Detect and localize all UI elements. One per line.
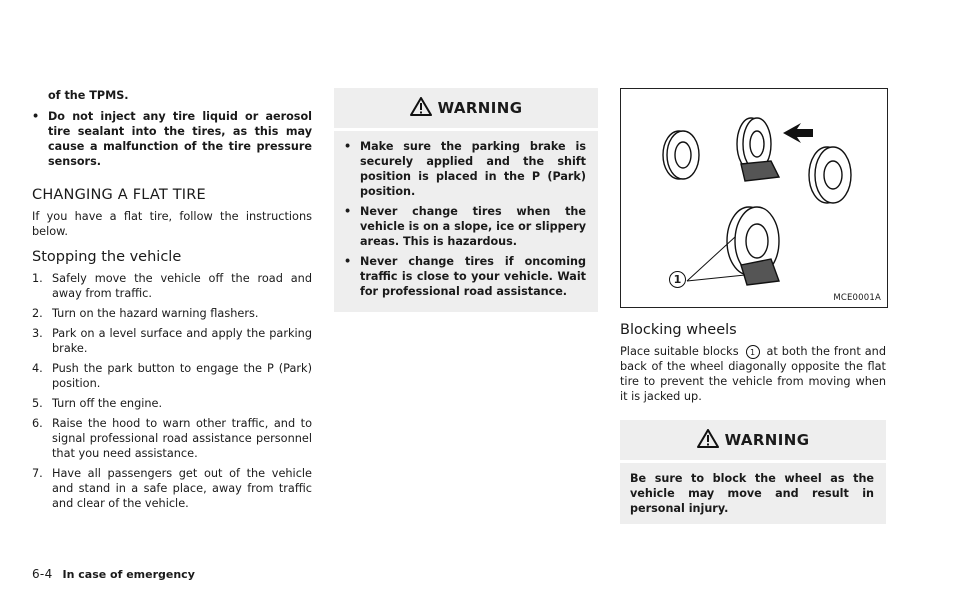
section-title: CHANGING A FLAT TIRE [32, 187, 206, 203]
bullet-text: Do not inject any tire liquid or aerosol tire sealant into the tires, as this may cause a malfunction of the tire pressure sensors. [48, 110, 312, 168]
warning-text: Be sure to block the wheel as the vehicle may move and result in personal injury. [630, 472, 874, 515]
bullet-dot: • [344, 140, 352, 153]
step-text: Push the park button to engage the P (Park) position. [52, 362, 312, 390]
warning-triangle-icon [410, 97, 438, 120]
list-item [344, 254, 586, 299]
list-item [32, 326, 312, 356]
step-number: 5. [32, 397, 43, 410]
warning-body [334, 131, 598, 299]
para-text: Place suitable blocks [620, 345, 739, 358]
list-item [32, 466, 312, 511]
left-column [32, 88, 312, 516]
subsection-title: Blocking wheels [620, 322, 737, 338]
tire-sealant-list [32, 109, 312, 169]
subsection-title: Stopping the vehicle [32, 249, 182, 265]
bullet-dot: • [344, 205, 352, 218]
blocking-paragraph [620, 344, 886, 404]
steps-list [32, 271, 312, 511]
warning-text: Never change tires if oncoming traffic is close to your vehicle. Wait for professional road assistance. [360, 255, 586, 298]
warning-text: Never change tires when the vehicle is on a slope, ice or slippery areas. This is hazardous. [360, 205, 586, 248]
list-item [32, 271, 312, 301]
warning-text: Make sure the parking brake is securely applied and the shift position is placed in the P (Park) position. [360, 140, 586, 198]
wheel-blocks-illustration [621, 89, 887, 307]
list-item [32, 361, 312, 391]
bullet-dot: • [344, 255, 352, 268]
right-column [620, 88, 886, 524]
wheel-blocks-figure [620, 88, 888, 308]
list-item [32, 306, 312, 321]
figure-code: MCE0001A [833, 293, 881, 303]
callout-1-icon: 1 [746, 345, 760, 359]
list-item [32, 416, 312, 461]
step-number: 6. [32, 417, 43, 430]
warning-header [334, 88, 598, 131]
list-item [344, 204, 586, 249]
list-item [32, 109, 312, 169]
callout-1-icon: 1 [669, 271, 686, 288]
step-text: Turn on the hazard warning flashers. [52, 307, 259, 320]
para-text: at both the front and back of the wheel diagonally opposite the flat tire to prevent the vehicle from moving when it is jacked up. [620, 345, 886, 403]
page-footer [32, 567, 195, 581]
list-item [344, 139, 586, 199]
warning-triangle-icon [697, 429, 725, 452]
middle-column [334, 88, 598, 312]
step-text: Have all passengers get out of the vehicle and stand in a safe place, away from traffic and clear of the vehicle. [52, 467, 312, 510]
step-number: 4. [32, 362, 43, 375]
step-text: Safely move the vehicle off the road and away from traffic. [52, 272, 312, 300]
step-text: Park on a level surface and apply the parking brake. [52, 327, 312, 355]
step-number: 7. [32, 467, 43, 480]
warning-title: WARNING [724, 431, 810, 449]
section-name: In case of emergency [62, 568, 195, 581]
step-text: Turn off the engine. [52, 397, 163, 410]
step-number: 2. [32, 307, 43, 320]
step-number: 1. [32, 272, 43, 285]
list-item [32, 396, 312, 411]
tpms-continuation: of the TPMS. [48, 89, 129, 102]
warning-title: WARNING [437, 99, 523, 117]
warning-body [620, 463, 886, 516]
warning-list [344, 139, 586, 299]
bullet-dot: • [32, 110, 40, 123]
intro-paragraph: If you have a flat tire, follow the instructions below. [32, 210, 312, 238]
warning-box [620, 420, 886, 524]
step-number: 3. [32, 327, 43, 340]
step-text: Raise the hood to warn other traffic, and to signal professional road assistance personnel that you need assistance. [52, 417, 312, 460]
warning-header [620, 420, 886, 463]
page-number: 6-4 [32, 567, 53, 581]
warning-box [334, 88, 598, 312]
